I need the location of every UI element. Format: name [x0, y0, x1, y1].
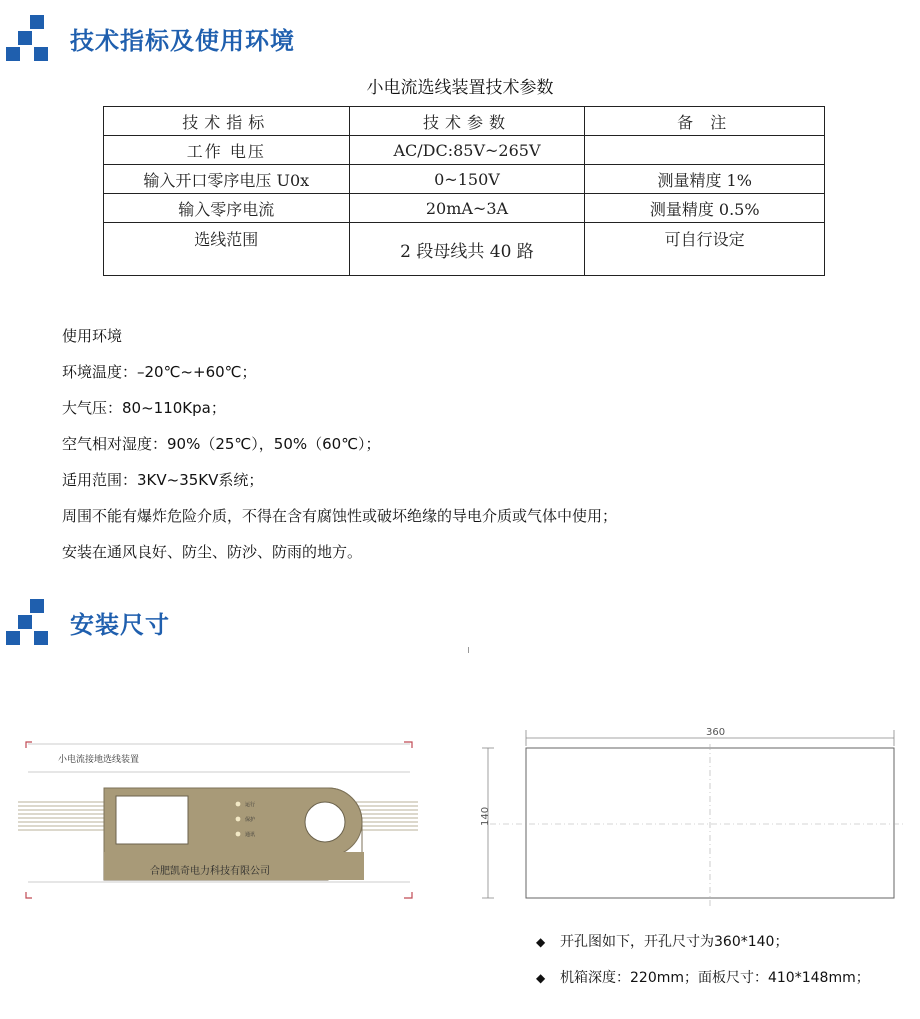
table-cell: AC/DC:85V~265V	[349, 136, 585, 165]
table-cell: 20mA~3A	[349, 194, 585, 223]
table-cell: 选线范围	[104, 223, 350, 276]
section-logo-icon	[6, 15, 52, 61]
section-header-specs	[6, 14, 295, 62]
table-cell: 输入零序电流	[104, 194, 350, 223]
diamond-bullet-icon: ◆	[536, 971, 546, 985]
header-cell: 技术参数	[349, 107, 585, 136]
environment-line: 空气相对湿度：90%（25℃），50%（60℃）；	[62, 435, 381, 453]
list-item	[536, 924, 870, 960]
table-cell	[585, 136, 825, 165]
spec-table	[103, 106, 825, 276]
list-item	[536, 960, 870, 996]
stray-mark	[468, 647, 469, 653]
environment-line: 环境温度：–20℃~+60℃；	[62, 363, 257, 381]
table-row	[104, 136, 825, 165]
panel-company-name: 合肥凯奇电力科技有限公司	[150, 866, 270, 877]
header-cell: 技术指标	[104, 107, 350, 136]
install-notes	[536, 924, 870, 996]
table-row	[104, 223, 825, 276]
width-label: 360	[706, 727, 726, 738]
environment-line: 大气压：80~110Kpa；	[62, 399, 226, 417]
note-text: 开孔图如下，开孔尺寸为360*140；	[560, 934, 789, 950]
indicator-label: 运行	[245, 802, 256, 808]
display-screen-icon	[116, 796, 188, 844]
height-label: 140	[480, 806, 491, 826]
indicator-label: 通讯	[245, 832, 256, 838]
table-header-row	[104, 107, 825, 136]
table-cell: 输入开口零序电压 U0x	[104, 165, 350, 194]
table-row	[104, 165, 825, 194]
indicator-label: 保护	[245, 817, 256, 823]
table-cell: 测量精度 0.5%	[585, 194, 825, 223]
indicator-light-icon	[236, 832, 241, 837]
front-panel-illustration	[18, 740, 418, 900]
table-cell: 测量精度 1%	[585, 165, 825, 194]
section-header-install	[6, 598, 170, 646]
diamond-bullet-icon: ◆	[536, 935, 546, 949]
environment-line: 安装在通风良好、防尘、防沙、防雨的地方。	[62, 543, 363, 561]
table-row	[104, 194, 825, 223]
environment-heading: 使用环境	[62, 327, 123, 345]
table-cell: 2 段母线共 40 路	[349, 223, 585, 276]
panel-frame-corner	[26, 892, 32, 898]
panel-device-name: 小电流接地选线装置	[58, 755, 140, 765]
section-title: 安装尺寸	[70, 610, 170, 639]
cutout-dimension-drawing	[470, 720, 910, 910]
note-text: 机箱深度：220mm；面板尺寸：410*148mm；	[560, 970, 870, 986]
indicator-light-icon	[236, 802, 241, 807]
panel-frame-corner	[404, 892, 412, 898]
table-caption: 小电流选线装置技术参数	[366, 78, 554, 98]
table-cell: 可自行设定	[585, 223, 825, 276]
table-cell: 工作 电压	[104, 136, 350, 165]
environment-line: 周围不能有爆炸危险介质，不得在含有腐蚀性或破坏绝缘的导电介质或气体中使用；	[62, 507, 618, 525]
environment-block	[62, 318, 617, 570]
indicator-light-icon	[236, 817, 241, 822]
panel-frame-corner	[404, 742, 412, 748]
section-logo-icon	[6, 599, 52, 645]
table-cell: 0~150V	[349, 165, 585, 194]
header-cell: 备 注	[585, 107, 825, 136]
panel-round-window-icon	[305, 802, 345, 842]
panel-frame-corner	[26, 742, 32, 748]
environment-line: 适用范围：3KV~35KV系统；	[62, 471, 264, 489]
section-title: 技术指标及使用环境	[70, 26, 295, 55]
